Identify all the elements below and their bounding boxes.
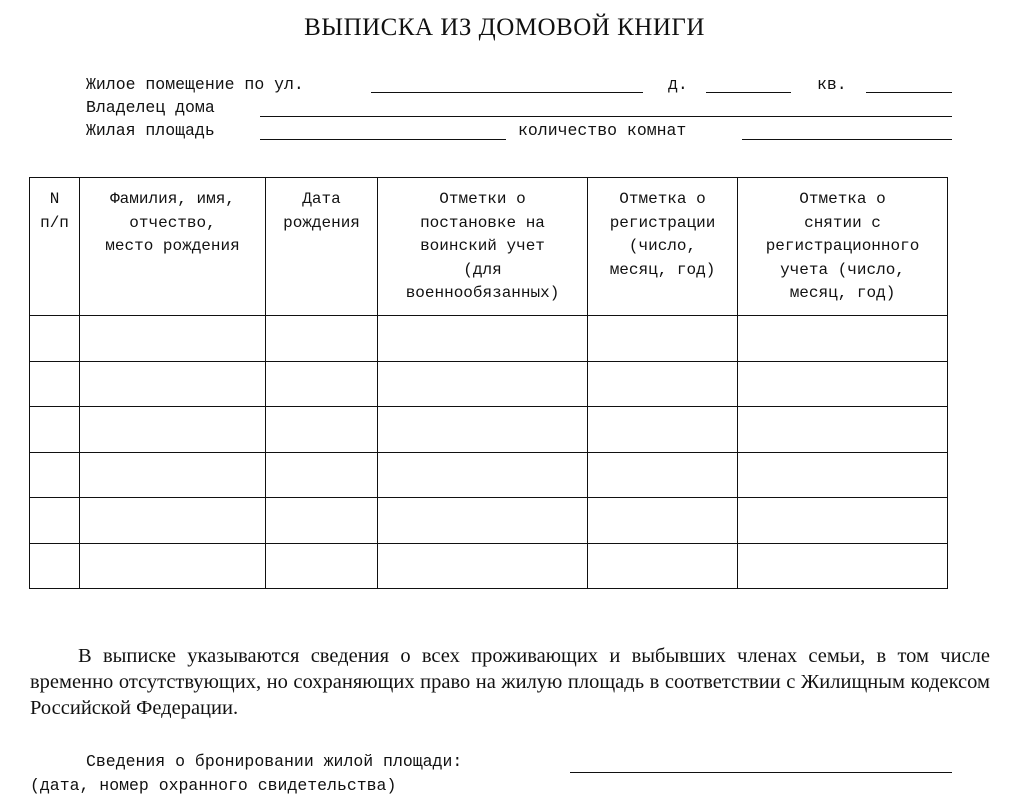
table-cell[interactable] <box>30 361 80 407</box>
house-label: д. <box>668 75 688 94</box>
table-cell[interactable] <box>30 407 80 453</box>
table-cell[interactable] <box>738 316 948 362</box>
house-field[interactable] <box>706 92 791 93</box>
reservation-hint: (дата, номер охранного свидетельства) <box>30 776 397 795</box>
table-cell[interactable] <box>588 543 738 589</box>
document-title: ВЫПИСКА ИЗ ДОМОВОЙ КНИГИ <box>304 14 705 41</box>
header-birth-date-text: Дата рождения <box>283 190 360 232</box>
area-label: Жилая площадь <box>86 121 215 140</box>
table-row <box>30 543 948 589</box>
table-cell[interactable] <box>738 407 948 453</box>
table-cell[interactable] <box>266 407 378 453</box>
table-header-row <box>30 178 948 316</box>
table-cell[interactable] <box>738 498 948 544</box>
header-deregistration-text: Отметка о снятии с регистрационного учета (число, месяц, год) <box>765 190 920 302</box>
apartment-label: кв. <box>817 75 847 94</box>
table-row <box>30 316 948 362</box>
table-cell[interactable] <box>80 498 266 544</box>
header-registration-text: Отметка о регистрации (число, месяц, год) <box>609 190 716 279</box>
table-cell[interactable] <box>266 543 378 589</box>
table-cell[interactable] <box>588 316 738 362</box>
table-row <box>30 452 948 498</box>
header-number-text: N п/п <box>40 190 69 232</box>
table-cell[interactable] <box>30 316 80 362</box>
area-field[interactable] <box>260 139 506 140</box>
header-number <box>30 178 80 316</box>
table-cell[interactable] <box>738 543 948 589</box>
table-cell[interactable] <box>378 543 588 589</box>
table-cell[interactable] <box>266 361 378 407</box>
header-birth-date <box>266 178 378 316</box>
table-cell[interactable] <box>588 361 738 407</box>
table-cell[interactable] <box>588 498 738 544</box>
header-military-text: Отметки о постановке на воинский учет (для военнообязанных) <box>405 190 560 302</box>
header-military <box>378 178 588 316</box>
table-row <box>30 498 948 544</box>
header-full-name <box>80 178 266 316</box>
note-text: В выписке указываются сведения о всех проживающих и выбывших членах семьи, в том числе временно отсутствующих, но сохраняющих право на жилую площадь в соответствии с Жилищным кодексом Российской Федерации. <box>30 645 990 719</box>
reservation-field[interactable] <box>570 772 952 773</box>
table-cell[interactable] <box>80 407 266 453</box>
table-cell[interactable] <box>80 543 266 589</box>
street-field[interactable] <box>371 92 643 93</box>
register-table <box>29 177 948 589</box>
table-cell[interactable] <box>378 452 588 498</box>
table-row <box>30 361 948 407</box>
table-cell[interactable] <box>378 361 588 407</box>
owner-label: Владелец дома <box>86 98 215 117</box>
table-row <box>30 407 948 453</box>
table-cell[interactable] <box>588 452 738 498</box>
table-cell[interactable] <box>30 543 80 589</box>
table-cell[interactable] <box>378 407 588 453</box>
header-registration <box>588 178 738 316</box>
table-cell[interactable] <box>266 452 378 498</box>
rooms-field[interactable] <box>742 139 952 140</box>
table-cell[interactable] <box>378 498 588 544</box>
table-cell[interactable] <box>738 452 948 498</box>
table-cell[interactable] <box>738 361 948 407</box>
rooms-label: количество комнат <box>518 121 687 140</box>
table-cell[interactable] <box>30 498 80 544</box>
reservation-label: Сведения о бронировании жилой площади: <box>86 752 463 771</box>
owner-field[interactable] <box>260 116 952 117</box>
table-cell[interactable] <box>80 452 266 498</box>
header-deregistration <box>738 178 948 316</box>
header-full-name-text: Фамилия, имя, отчество, место рождения <box>105 190 240 255</box>
table-cell[interactable] <box>588 407 738 453</box>
table-body <box>30 316 948 589</box>
table-cell[interactable] <box>266 498 378 544</box>
table-cell[interactable] <box>80 316 266 362</box>
note-paragraph <box>30 643 990 721</box>
table-cell[interactable] <box>80 361 266 407</box>
apartment-field[interactable] <box>866 92 952 93</box>
street-label: Жилое помещение по ул. <box>86 75 304 94</box>
table-cell[interactable] <box>266 316 378 362</box>
table-cell[interactable] <box>30 452 80 498</box>
table-cell[interactable] <box>378 316 588 362</box>
